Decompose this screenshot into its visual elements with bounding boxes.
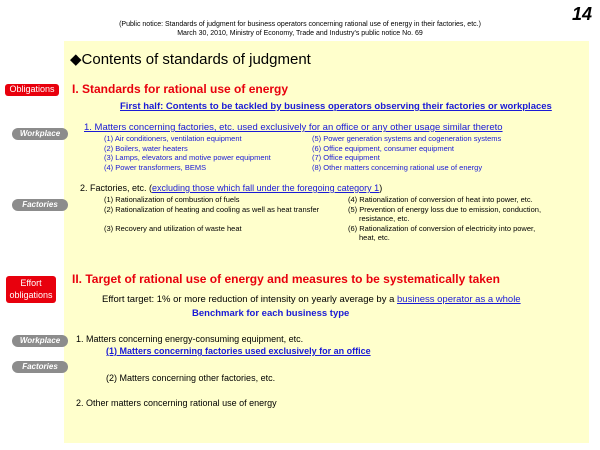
list-item: (1) Rationalization of combustion of fuels — [104, 195, 240, 204]
list-item: (8) Other matters concerning rational use of energy — [312, 162, 483, 172]
item2-right-list — [348, 195, 541, 243]
business-operator-link: business operator as a whole — [397, 294, 521, 305]
notice-line-1: (Public notice: Standards of judgment for business operators concerning rational use of energy in their factories, etc.) — [119, 21, 481, 28]
section1-item2: 2. Factories, etc. (excluding those which fall under the foregoing category 1) — [80, 183, 383, 193]
list-item: (2) Boilers, water heaters — [104, 143, 188, 153]
list-item: (4) Power transformers, BEMS — [104, 162, 207, 172]
page-title: ◆Contents of standards of judgment — [70, 51, 311, 68]
item2-left-list — [104, 195, 319, 234]
page-number: 14 — [571, 4, 592, 24]
workplace-tag-2: Workplace — [12, 335, 68, 347]
list-item: resistance, etc. — [359, 214, 410, 223]
section2-item2: 2. Other matters concerning rational use of energy — [76, 398, 277, 408]
section1-item1: 1. Matters concerning factories, etc. used exclusively for an office or any other usage similar thereto — [84, 122, 503, 133]
item1-right-list — [312, 134, 501, 172]
effort-obligations-tag: Effort obligations — [6, 276, 56, 303]
item1-left-list — [104, 134, 271, 172]
list-item: heat, etc. — [359, 233, 390, 242]
item2-exclusion-link: excluding those which fall under the foregoing category 1 — [152, 183, 380, 193]
factories-tag-2: Factories — [12, 361, 68, 373]
list-item: (3) Recovery and utilization of waste heat — [104, 224, 242, 233]
section1-heading: I. Standards for rational use of energy — [72, 82, 289, 96]
list-item: (1) Air conditioners, ventilation equipment — [104, 134, 242, 143]
list-item: (3) Lamps, elevators and motive power equipment — [104, 153, 271, 162]
list-item: (6) Office equipment, consumer equipment — [312, 143, 455, 153]
list-item: (6) Rationalization of conversion of electricity into power, — [348, 223, 536, 233]
workplace-tag-1: Workplace — [12, 128, 68, 140]
list-item: (4) Rationalization of conversion of heat into power, etc. — [348, 195, 533, 204]
first-half-heading: First half: Contents to be tackled by business operators observing their factories or workplaces — [120, 101, 552, 112]
list-item: (5) Power generation systems and cogeneration systems — [312, 134, 502, 143]
section2-heading: II. Target of rational use of energy and measures to be systematically taken — [72, 272, 500, 286]
obligations-tag: Obligations — [5, 84, 59, 96]
notice-line-2: March 30, 2010, Ministry of Economy, Trade and Industry's public notice No. 69 — [177, 30, 423, 37]
list-item: (5) Prevention of energy loss due to emission, conduction, — [348, 204, 542, 214]
section2-item1-sub1: (1) Matters concerning factories used exclusively for an office — [106, 346, 371, 356]
list-item: (2) Rationalization of heating and cooling as well as heat transfer — [104, 204, 320, 214]
benchmark-heading: Benchmark for each business type — [192, 308, 350, 319]
section2-item1-sub2: (2) Matters concerning other factories, etc. — [106, 373, 276, 383]
section2-item1: 1. Matters concerning energy-consuming equipment, etc. — [76, 334, 304, 344]
effort-target: Effort target: 1% or more reduction of intensity on yearly average by a business operator as a whole — [102, 294, 521, 305]
list-item: (7) Office equipment — [312, 153, 380, 162]
factories-tag-1: Factories — [12, 199, 68, 211]
